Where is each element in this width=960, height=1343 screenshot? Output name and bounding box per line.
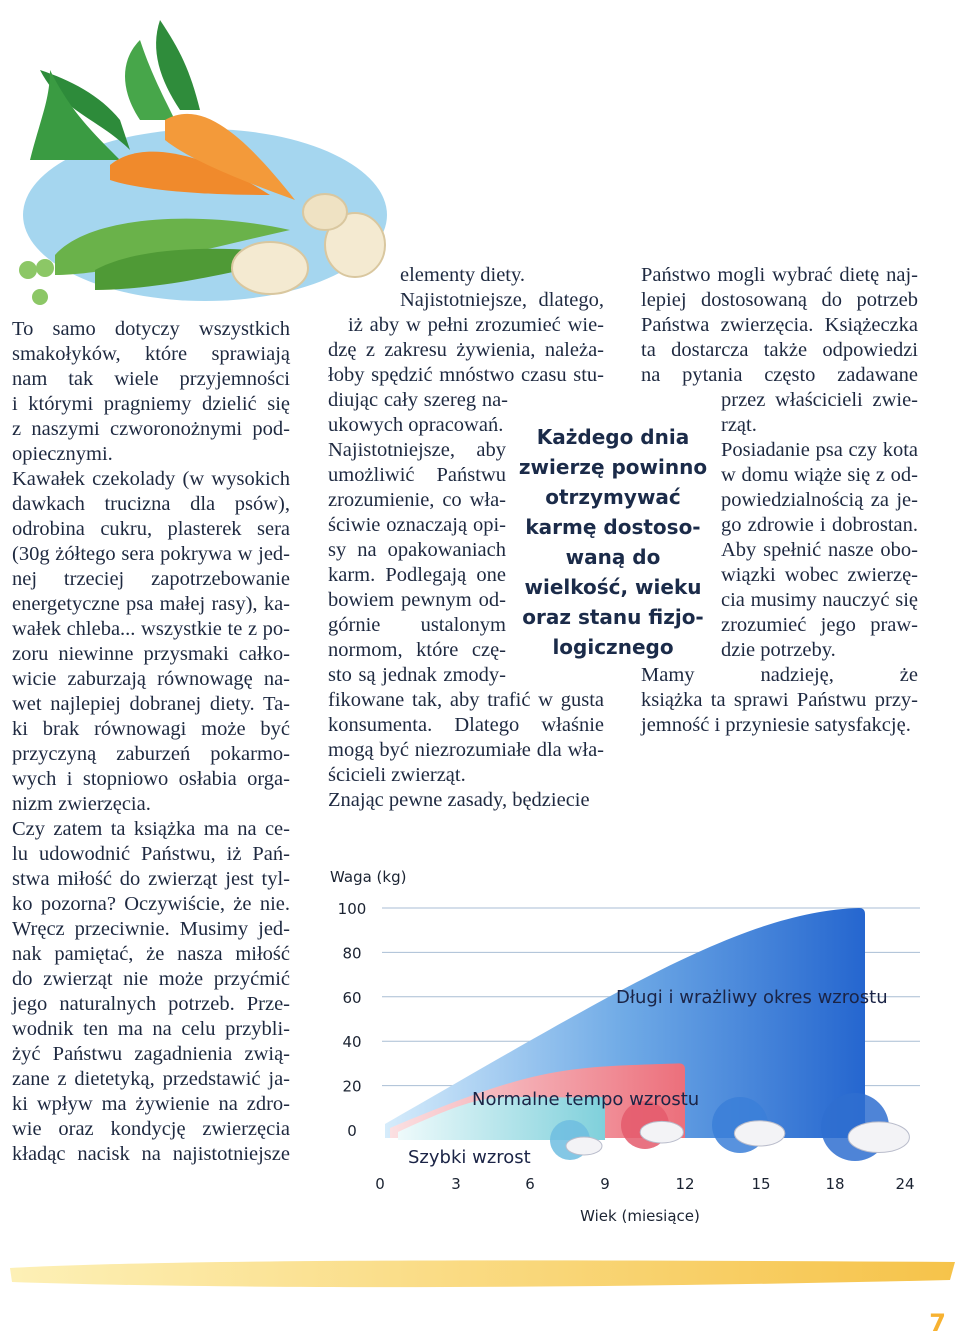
text-line: ki brak równowagi może być bbox=[12, 718, 290, 740]
text-line: lu udowodnić Państwu, iż Pań- bbox=[12, 843, 290, 865]
x-tick-label: 9 bbox=[600, 1175, 610, 1193]
text-line: ko pozorna? Oczywiście, że nie. bbox=[12, 893, 290, 915]
text-line: wych i stopniowo osłabia orga- bbox=[12, 768, 290, 790]
x-tick-label: 12 bbox=[675, 1175, 695, 1193]
text-line: fikowane tak, aby trafić w gusta bbox=[328, 689, 604, 711]
text-line: iż aby w pełni zrozumieć wie- bbox=[348, 314, 604, 336]
x-axis-title: Wiek (miesiące) bbox=[580, 1207, 700, 1225]
text-line: na pytania często zadawane bbox=[641, 364, 918, 386]
text-line: stwa miłość do zwierząt jest tyl- bbox=[12, 868, 290, 890]
text-line: smakołyków, które sprawiają bbox=[12, 343, 290, 365]
text-line: kładąc nacisk na najistotniejsze bbox=[12, 1143, 290, 1165]
text-line: Znając pewne zasady, będziecie bbox=[328, 789, 590, 811]
puppy-icon bbox=[566, 1137, 602, 1155]
text-line: normom, które czę- bbox=[328, 639, 506, 661]
text-line: ukowych opracowań. bbox=[328, 414, 504, 436]
series-label: Długi i wrażliwy okres wzrostu bbox=[616, 987, 888, 1008]
text-line: (30g żółtego sera pokrywa w jed- bbox=[12, 543, 290, 565]
text-line: powiedzialnością za je- bbox=[721, 489, 918, 511]
text-line: Najistotniejsze, aby bbox=[328, 439, 506, 461]
text-line: mogą być niezrozumiałe dla wła- bbox=[328, 739, 604, 761]
text-line: nam tak wiele przyjemności bbox=[12, 368, 290, 390]
pull-quote-line: karmę dostoso- bbox=[525, 515, 701, 539]
text-line: Czy zatem ta książka ma na ce- bbox=[12, 818, 290, 840]
text-line: zrozumieć jego praw- bbox=[721, 614, 918, 636]
text-line: karm. Podlegają one bbox=[328, 564, 506, 586]
mushroom-icon bbox=[232, 242, 308, 294]
y-tick-label: 80 bbox=[342, 944, 362, 963]
text-line: jego naturalnych potrzeb. Prze- bbox=[12, 993, 290, 1015]
text-line: zoru niewinne przysmaki całko- bbox=[12, 643, 290, 665]
text-line: żyć Państwu zagadnienia zwią- bbox=[12, 1043, 290, 1065]
text-line: wałek chleba... wszystkie te z po- bbox=[12, 618, 290, 640]
text-line: wiązki wobec zwierzę- bbox=[721, 564, 918, 586]
pea-icon bbox=[19, 261, 37, 279]
x-tick-label: 24 bbox=[895, 1175, 915, 1193]
text-line: nak pamiętać, że nasza miłość bbox=[12, 943, 290, 965]
x-tick-label: 15 bbox=[751, 1175, 771, 1193]
text-line: Wręcz przeciwnie. Musimy jed- bbox=[12, 918, 290, 940]
decorative-brush-stroke bbox=[0, 1250, 960, 1300]
text-line: Mamy nadzieję, że bbox=[641, 664, 918, 686]
text-line: rząt. bbox=[721, 414, 757, 436]
text-line: Państwa zwierzęcia. Książeczka bbox=[641, 314, 918, 336]
text-line: nizm zwierzęcia. bbox=[12, 793, 151, 815]
text-line: wie oraz kondycję zwierzęcia bbox=[12, 1118, 290, 1140]
pull-quote-line: otrzymywać bbox=[545, 485, 681, 509]
text-line: sy na opakowaniach bbox=[328, 539, 506, 561]
y-tick-label: 0 bbox=[347, 1122, 357, 1140]
text-line: ta dostarcza także odpowiedzi bbox=[641, 339, 918, 361]
pull-quote-line: waną do bbox=[565, 545, 661, 569]
puppy-icon bbox=[640, 1121, 683, 1143]
x-tick-label: 3 bbox=[451, 1175, 461, 1193]
text-line: To samo dotyczy wszystkich bbox=[12, 318, 290, 340]
y-tick-label: 60 bbox=[342, 988, 362, 1007]
series-label: Szybki wzrost bbox=[408, 1147, 531, 1168]
text-line: bowiem pewnym od- bbox=[328, 589, 506, 611]
text-line: i którymi pragniemy dzielić się bbox=[12, 393, 290, 415]
puppy-icon bbox=[734, 1121, 784, 1146]
text-line: diując cały szereg na- bbox=[328, 389, 508, 411]
text-line: przez właścicieli zwie- bbox=[721, 389, 918, 411]
text-line: jemność i przyniesie satysfakcję. bbox=[641, 714, 911, 736]
text-line: w domu wiąże się z od- bbox=[721, 464, 918, 486]
text-line: nej trzeciej zapotrzebowanie bbox=[12, 568, 290, 590]
x-tick-label: 6 bbox=[525, 1175, 535, 1193]
text-line: ki wpływ ma żywienie na zdro- bbox=[12, 1093, 290, 1115]
pea-icon bbox=[36, 259, 54, 277]
x-tick-label: 18 bbox=[825, 1175, 845, 1193]
text-line: energetyczne psa małej rasy), ka- bbox=[12, 593, 290, 615]
text-line: do zwierząt nie może przyćmić bbox=[12, 968, 290, 990]
growth-chart bbox=[320, 855, 940, 1240]
text-line: umożliwić Państwu bbox=[328, 464, 506, 486]
vegetables-illustration bbox=[0, 0, 400, 320]
text-line: Aby spełnić nasze obo- bbox=[721, 539, 918, 561]
text-line: książka ta sprawi Państwu przy- bbox=[641, 689, 918, 711]
text-line: Posiadanie psa czy kota bbox=[721, 439, 918, 461]
text-line: konsumenta. Dlatego właśnie bbox=[328, 714, 604, 736]
y-axis-title: Waga (kg) bbox=[330, 868, 407, 886]
text-line: górnie ustalonym bbox=[328, 614, 506, 636]
text-line: wet najlepiej dobranej diety. Ta- bbox=[12, 693, 290, 715]
pull-quote-line: logicznego bbox=[552, 635, 674, 659]
mushroom-icon bbox=[303, 194, 347, 230]
pea-icon bbox=[32, 289, 48, 305]
y-tick-label: 40 bbox=[342, 1033, 362, 1052]
y-tick-label: 20 bbox=[342, 1077, 362, 1096]
text-line: Państwo mogli wybrać dietę naj- bbox=[641, 264, 918, 286]
text-line: opiecznymi. bbox=[12, 443, 113, 465]
puppy-icon bbox=[848, 1122, 909, 1153]
pull-quote-line: wielkość, wieku bbox=[524, 575, 702, 599]
text-line: wodnik ten ma na celu przybli- bbox=[12, 1018, 290, 1040]
page-number: 7 bbox=[929, 1309, 946, 1337]
text-line: Kawałek czekolady (w wysokich bbox=[12, 468, 290, 490]
text-line: łoby spędzić mnóstwo czasu stu- bbox=[328, 364, 604, 386]
x-tick-label: 0 bbox=[375, 1175, 385, 1193]
text-line: dawkach trucizna dla psów), bbox=[12, 493, 290, 515]
text-line: Najistotniejsze, dlatego, bbox=[400, 289, 604, 311]
text-line: z naszymi czworonożnymi pod- bbox=[12, 418, 290, 440]
text-line: go zdrowie i dobrostan. bbox=[721, 514, 918, 536]
text-line: wicie zaburzają równowagę na- bbox=[12, 668, 290, 690]
text-line: cia musimy nauczyć się bbox=[721, 589, 918, 611]
text-line: zane z dietetyką, przedstawić ja- bbox=[12, 1068, 290, 1090]
text-line: dzę z zakresu żywienia, należa- bbox=[328, 339, 604, 361]
pull-quote-line: zwierzę powinno bbox=[518, 455, 708, 479]
text-line: elementy diety. bbox=[400, 264, 526, 286]
text-line: ścicieli zwierząt. bbox=[328, 764, 466, 786]
pull-quote-line: Każdego dnia bbox=[536, 425, 690, 449]
y-tick-label: 100 bbox=[337, 900, 367, 918]
text-line: zrozumienie, co wła- bbox=[328, 489, 506, 511]
text-line: ściwie oznaczają opi- bbox=[328, 514, 506, 536]
text-line: odrobina cukru, plasterek sera bbox=[12, 518, 290, 540]
text-line: sto są jednak zmody- bbox=[328, 664, 506, 686]
text-line: przyczyną zaburzeń pokarmo- bbox=[12, 743, 290, 765]
pull-quote-line: oraz stanu fizjo- bbox=[522, 605, 704, 629]
series-label: Normalne tempo wzrostu bbox=[472, 1089, 700, 1110]
text-line: dzie potrzeby. bbox=[721, 639, 836, 661]
text-line: lepiej dostosowaną do potrzeb bbox=[641, 289, 918, 311]
